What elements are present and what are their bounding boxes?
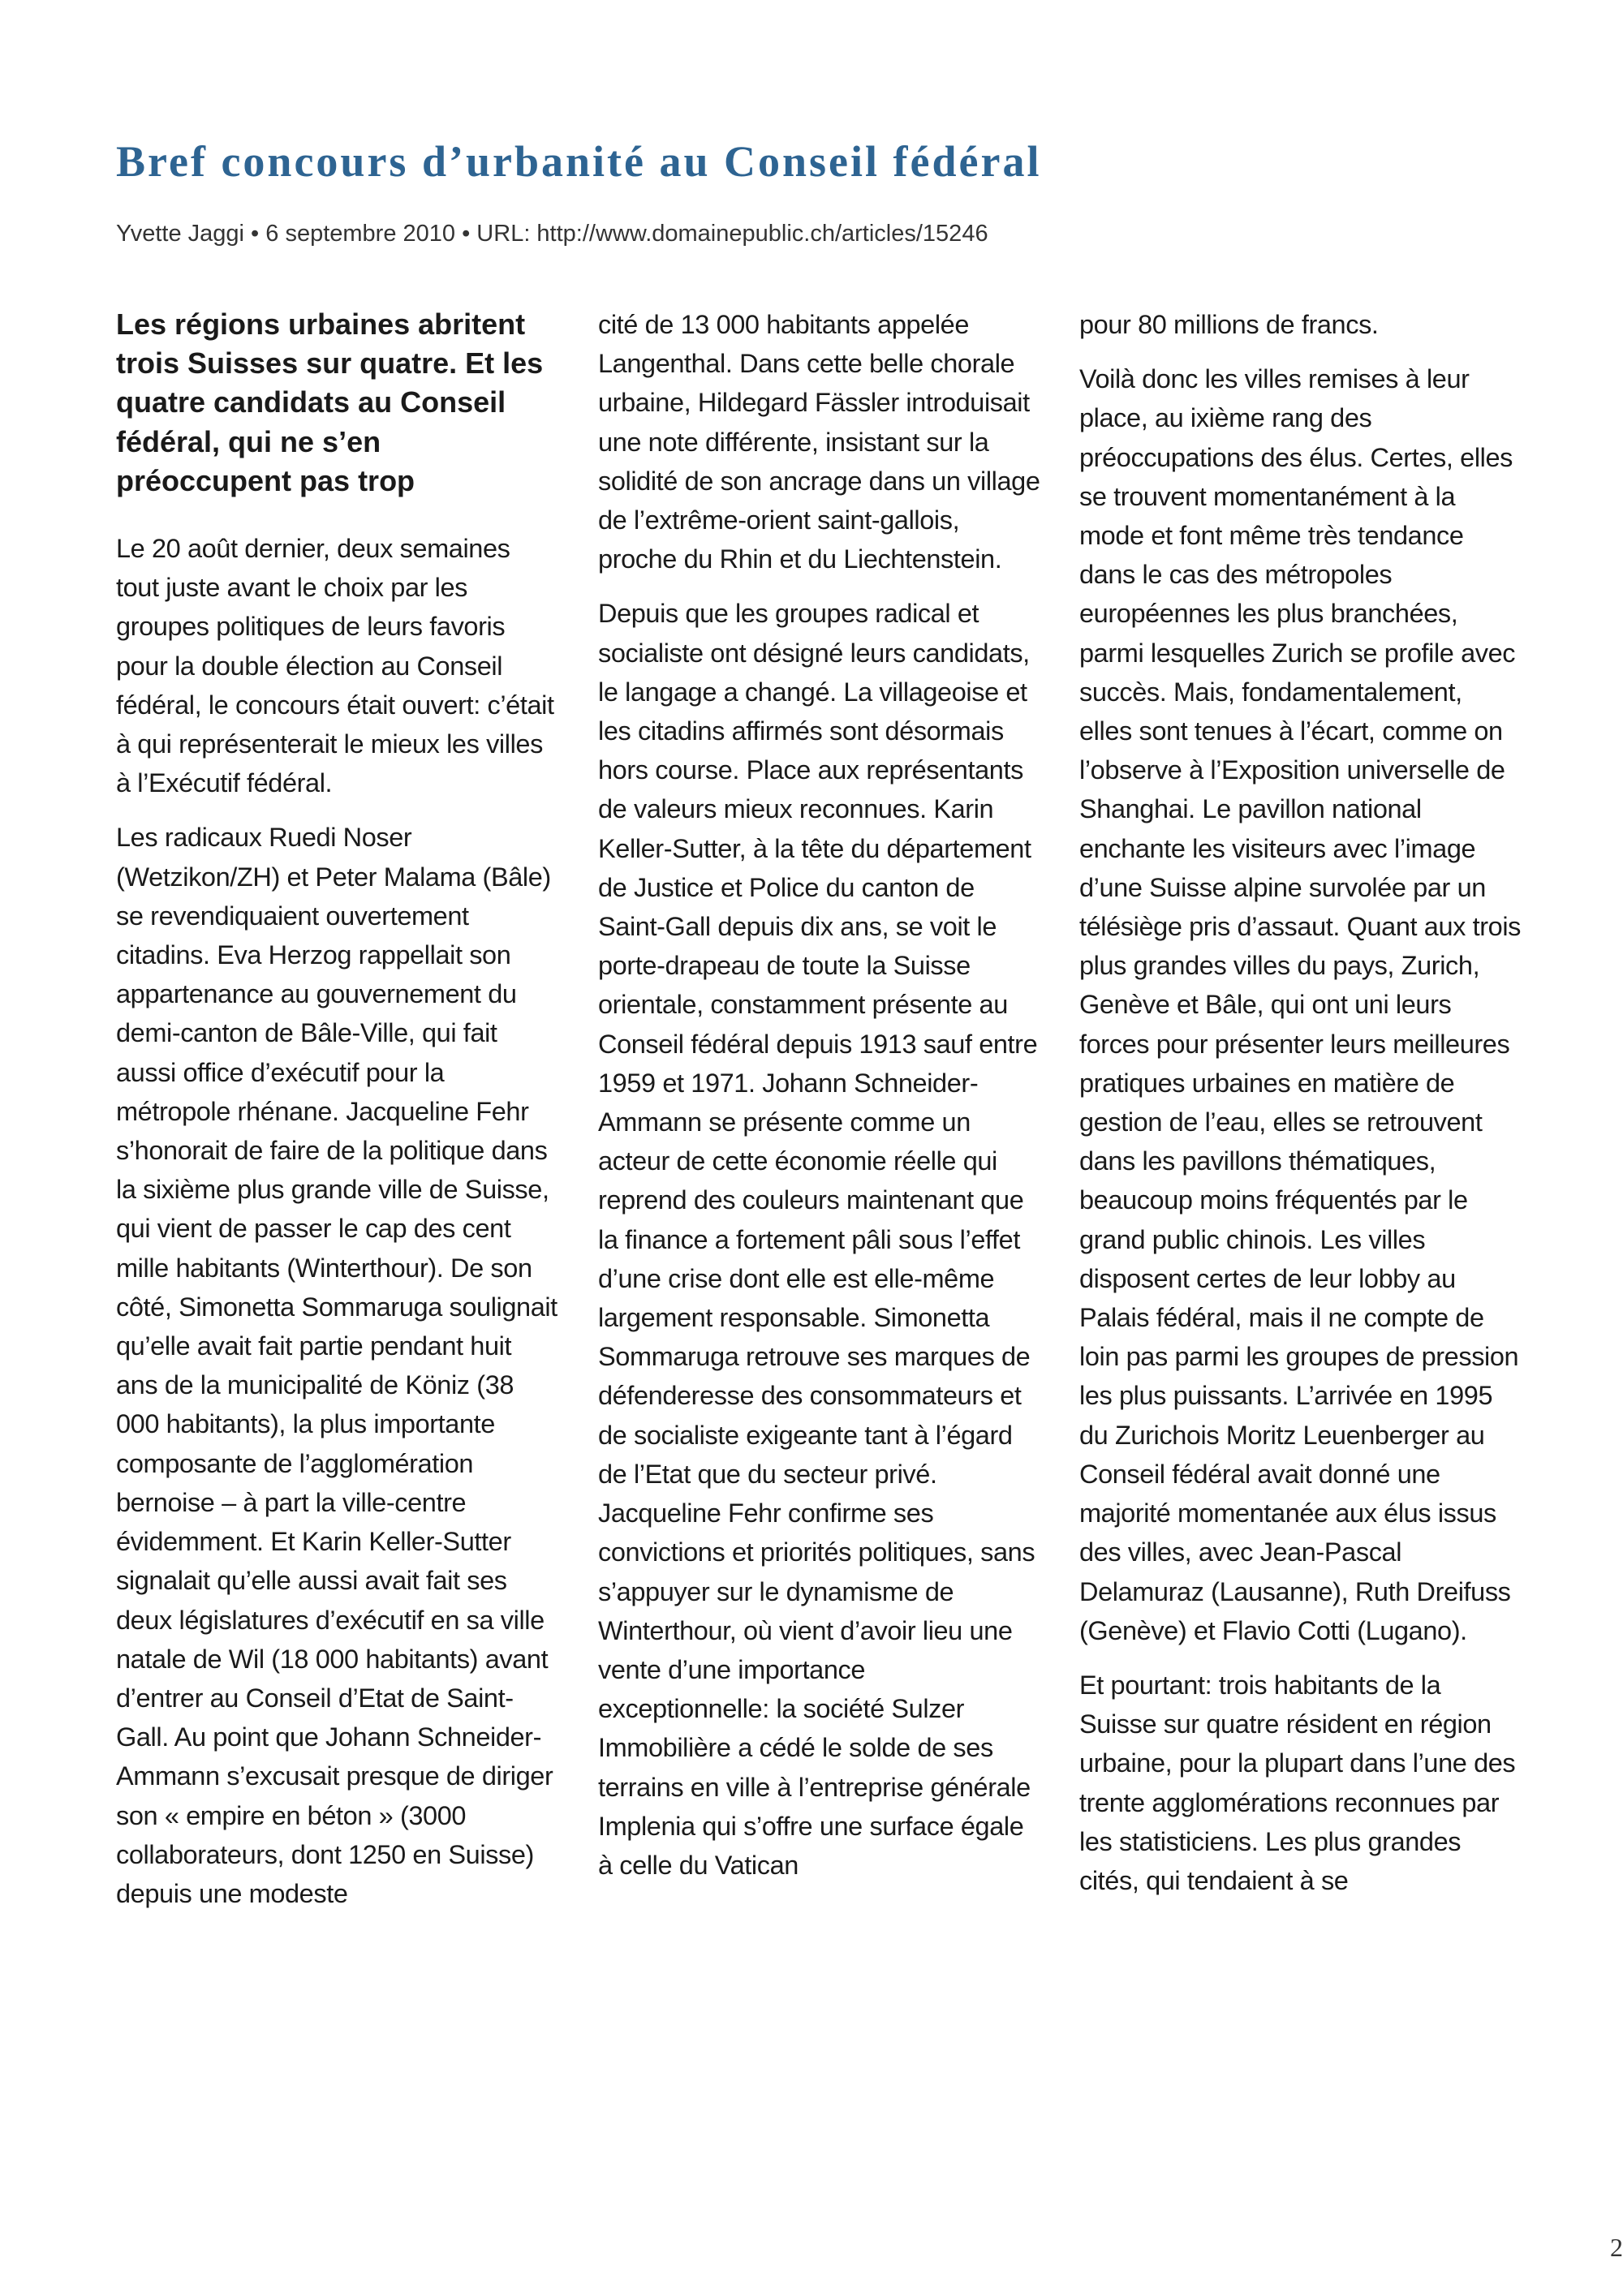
column-1 (116, 305, 558, 1928)
article-paragraph: Et pourtant: trois habitants de la Suisse sur quatre résident en région urbaine, pour la plupart dans l’une des trente agglomérations reconnues par les statisticiens. Les plus grandes cités, qui tendaient à se (1079, 1670, 1516, 1895)
column-3 (1079, 305, 1522, 1915)
article-paragraph: Les radicaux Ruedi Noser (Wetzikon/ZH) et Peter Malama (Bâle) se revendiquaient ouvertement citadins. Eva Herzog rappellait son appartenance au gouvernement du demi-canton de Bâle-Ville, qui fait aussi office d’exécutif pour la métropole rhénane. Jacqueline Fehr s’honorait de faire de la politique dans la sixième plus grande ville de Suisse, qui vient de passer le cap des cent mille habitants (Winterthour). De son côté, Simonetta Sommaruga soulignait qu’elle avait fait partie pendant huit ans de la municipalité de Köniz (38 000 habitants), la plus importante composante de l’agglomération bernoise – à part la ville-centre évidemment. Et Karin Keller-Sutter signalait qu’elle aussi avait fait ses deux législatures d’exécutif en sa ville natale de Wil (18 000 habitants) avant d’entrer au Conseil d’Etat de Saint-Gall. Au point que Johann Schneider-Ammann s’excusait presque de diriger son « empire en béton » (3000 collaborateurs, dont 1250 en Suisse) depuis une modeste (116, 823, 558, 1908)
article-lead: Les régions urbaines abritent trois Suisses sur quatre. Et les quatre candidats au Conseil fédéral, qui ne s’en préoccupent pas trop (116, 307, 544, 497)
article-paragraph: Le 20 août dernier, deux semaines tout juste avant le choix par les groupes politiques de leurs favoris pour la double élection au Conseil fédéral, le concours était ouvert: c’était à qui représenterait le mieux les villes à l’Exécutif fédéral. (116, 534, 554, 798)
article-paragraph: Depuis que les groupes radical et socialiste ont désigné leurs candidats, le langage a changé. La villageoise et les citadins affirmés sont désormais hors course. Place aux représentants de valeurs mieux reconnues. Karin Keller-Sutter, à la tête du département de Justice et Police du canton de Saint-Gall depuis dix ans, se voit le porte-drapeau de toute la Suisse orientale, constamment présente au Conseil fédéral depuis 1913 sauf entre 1959 et 1971. Johann Schneider-Ammann se présente comme un acteur de cette économie réelle qui reprend des couleurs maintenant que la finance a fortement pâli sous l’effet d’une crise dont elle est elle-même largement responsable. Simonetta Sommaruga retrouve ses marques de défenderesse des consommateurs et de socialiste exigeante tant à l’égard de l’Etat que du secteur privé. Jacqueline Fehr confirme ses convictions et priorités politiques, sans s’appuyer sur le dynamisme de Winterthour, où vient d’avoir lieu une vente d’une importance exceptionnelle: la société Sulzer Immobilière a cédé le solde de ses terrains en ville à l’entreprise générale Implenia qui s’offre une surface égale à celle du Vatican (598, 599, 1038, 1880)
article-title: Bref concours d’urbanité au Conseil fédéral (116, 137, 1042, 186)
article-paragraph: cité de 13 000 habitants appelée Langenthal. Dans cette belle chorale urbaine, Hildegard Fässler introduisait une note différente, insistant sur la solidité de son ancrage dans un village de l’extrême-orient saint-gallois, proche du Rhin et du Liechtenstein. (598, 310, 1040, 574)
column-2 (598, 305, 1040, 1900)
article-paragraph: Voilà donc les villes remises à leur place, au ixième rang des préoccupations des élus. Certes, elles se trouvent momentanément à la mode et font même très tendance dans le cas des métropoles européennes les plus branchées, parmi lesquelles Zurich se profile avec succès. Mais, fondamentalement, elles sont tenues à l’écart, comme on l’observe à l’Exposition universelle de Shanghai. Le pavillon national enchante les visiteurs avec l’image d’une Suisse alpine survolée par un télésiège pris d’assaut. Quant aux trois plus grandes villes du pays, Zurich, Genève et Bâle, qui ont uni leurs forces pour présenter leurs meilleures pratiques urbaines en matière de gestion de l’eau, elles se retrouvent dans les pavillons thématiques, beaucoup moins fréquentés par le grand public chinois. Les villes disposent certes de leur lobby au Palais fédéral, mais il ne compte de loin pas parmi les groupes de pression les plus puissants. L’arrivée en 1995 du Zurichois Moritz Leuenberger au Conseil fédéral avait donné une majorité momentanée aux élus issus des villes, avec Jean-Pascal Delamuraz (Lausanne), Ruth Dreifuss (Genève) et Flavio Cotti (Lugano). (1079, 364, 1522, 1645)
article-paragraph: pour 80 millions de francs. (1079, 310, 1379, 339)
page-number: 2 (1610, 2233, 1623, 2262)
article-byline: Yvette Jaggi • 6 septembre 2010 • URL: http://www.domainepublic.ch/articles/15246 (116, 221, 988, 247)
